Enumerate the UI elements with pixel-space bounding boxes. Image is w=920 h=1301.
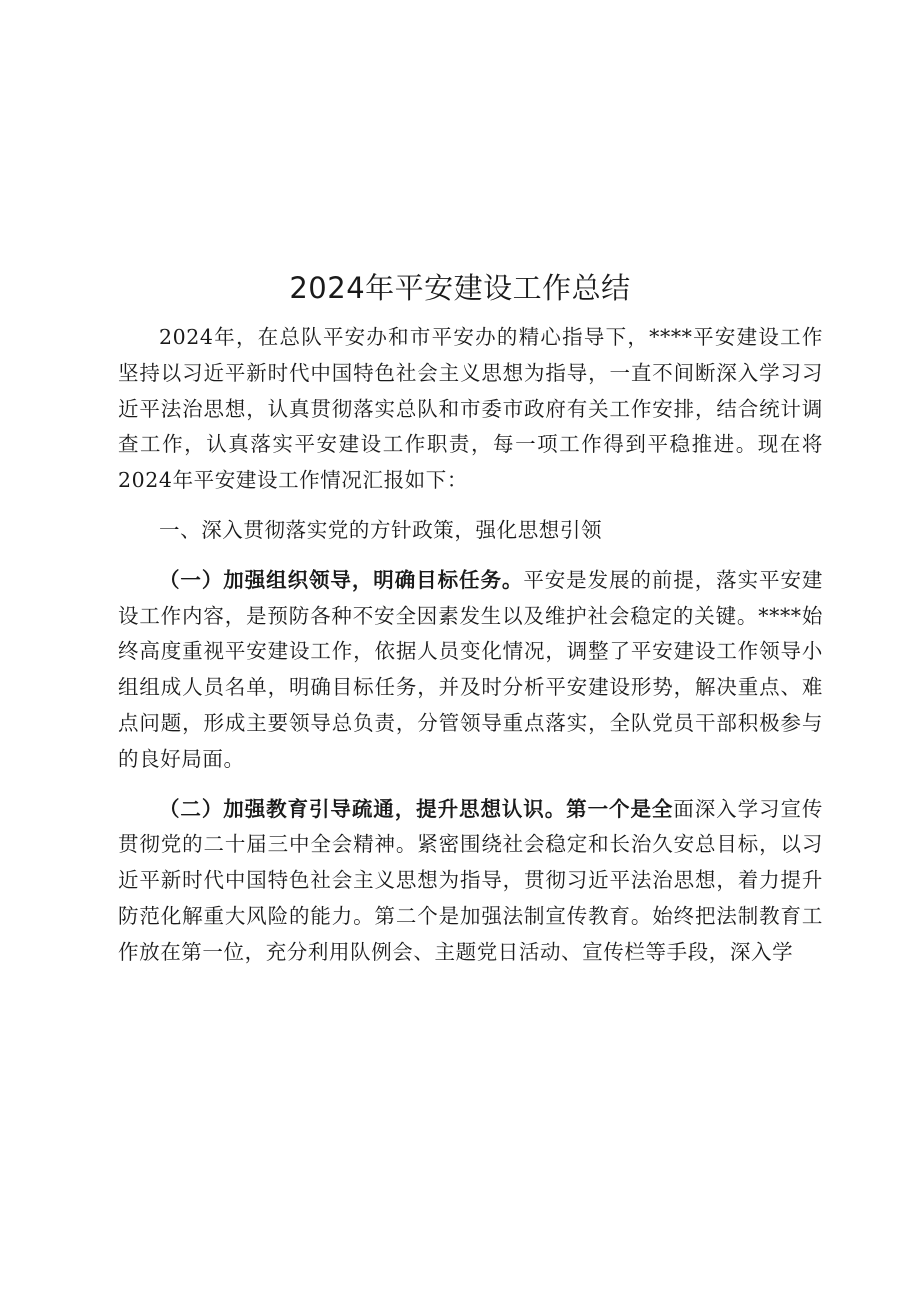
document-body xyxy=(118,320,823,971)
item-text-1: 平安是发展的前提，落实平安建设工作内容，是预防各种不安全因素发生以及维护社会稳定的关键。****始终高度重视平安建设工作，依据人员变化情况，调整了平安建设工作领导小组组成人员名单，明确目标任务，并及时分析平安建设形势，解决重点、难点问题，形成主要领导总负责，分管领导重点落实，全队党员干部积极参与的良好局面。 xyxy=(118,567,823,771)
spacer xyxy=(118,499,823,513)
item-paragraph-1 xyxy=(118,563,823,778)
spacer xyxy=(118,778,823,792)
section-heading: 一、深入贯彻落实党的方针政策，强化思想引领 xyxy=(159,517,603,542)
item-paragraph-2 xyxy=(118,792,823,971)
item-lead-2: （二）加强教育引导疏通，提升思想认识。第一个是全 xyxy=(159,796,674,821)
intro-paragraph: 2024年，在总队平安办和市平安办的精心指导下，****平安建设工作坚持以习近平新时代中国特色社会主义思想为指导，一直不间断深入学习习近平法治思想，认真贯彻落实总队和市委市政府有关工作安排，结合统计调查工作，认真落实平安建设工作职责，每一项工作得到平稳推进。现在将2024年平安建设工作情况汇报如下： xyxy=(118,325,823,493)
document-title: 2024年平安建设工作总结 xyxy=(289,271,631,305)
item-lead-1: （一）加强组织领导，明确目标任务。 xyxy=(159,567,524,592)
spacer xyxy=(118,549,823,563)
item-text-2: 面深入学习宣传贯彻党的二十届三中全会精神。紧密围绕社会稳定和长治久安总目标，以习近平新时代中国特色社会主义思想为指导，贯彻习近平法治思想，着力提升防范化解重大风险的能力。第二个是加强法制宣传教育。始终把法制教育工作放在第一位，充分利用队例会、主题党日活动、宣传栏等手段，深入学 xyxy=(118,796,823,964)
